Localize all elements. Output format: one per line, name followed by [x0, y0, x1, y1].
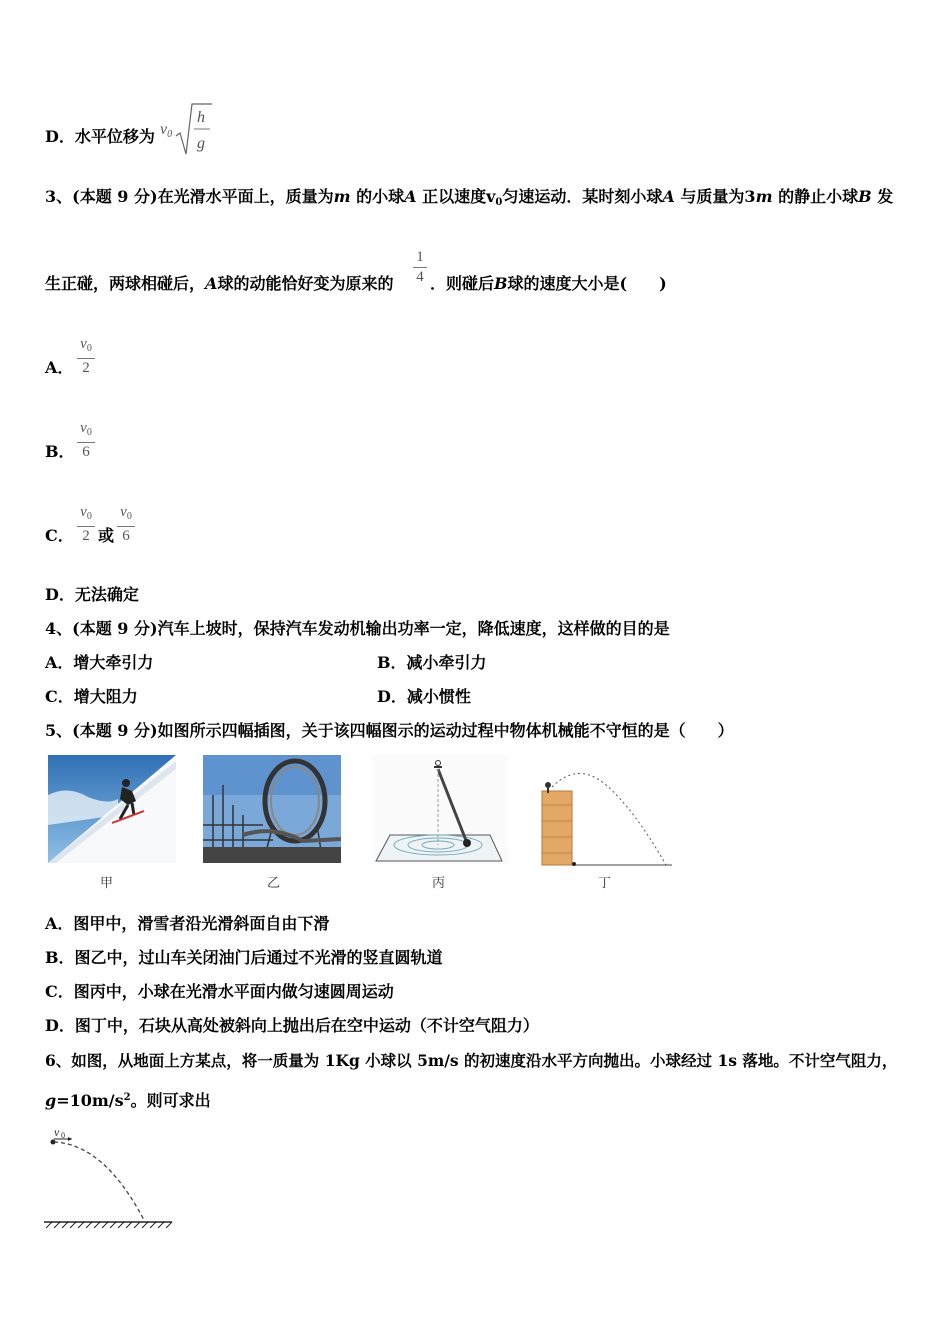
q3-option-d[interactable]: D．无法确定	[45, 585, 139, 604]
figure-skier	[48, 755, 176, 863]
figure-projectile	[538, 765, 672, 869]
svg-text:0: 0	[61, 1131, 65, 1140]
caption-yi: 乙	[267, 876, 281, 891]
q3-option-c-fraction-1: $v_0$ 2	[77, 504, 95, 545]
caption-ding: 丁	[598, 876, 612, 891]
option-label: D．	[45, 127, 75, 146]
q3-option-c-fraction-2: $v_0$ 6	[117, 504, 135, 545]
q4-option-a[interactable]: A．增大牵引力	[45, 653, 154, 672]
q4-option-d[interactable]: D．减小惯性	[377, 687, 471, 706]
caption-jia: 甲	[100, 876, 114, 891]
q4-stem: 4、(本题 9 分)汽车上坡时，保持汽车发动机输出功率一定，降低速度，这样做的目的是	[45, 619, 670, 638]
figure-roller-coaster	[203, 755, 341, 863]
q3-option-a-fraction: $v_0$ 2	[77, 336, 95, 377]
fraction-one-quarter: 1 4	[413, 249, 427, 286]
q3-option-b-label[interactable]: B．	[45, 442, 75, 461]
q3-option-a-label[interactable]: A．	[45, 358, 74, 377]
figure-circular-motion	[372, 755, 508, 865]
q3-stem-line1: 3、(本题 9 分)在光滑水平面上，质量为m 的小球A 正以速度$v_0$匀速运动．某时刻小球A 与质量为3m 的静止小球B 发	[45, 187, 894, 208]
q4-option-b[interactable]: B．减小牵引力	[377, 653, 487, 672]
q3-stem-line2b: ．则碰后B球的速度大小是( )	[430, 274, 667, 293]
q6-stem-line1: 6、如图，从地面上方某点，将一质量为 1Kg 小球以 5m/s 的初速度沿水平方向抛出。小球经过 1s 落地。不计空气阻力，	[45, 1051, 898, 1070]
q5-option-d[interactable]: D．图丁中，石块从高处被斜向上抛出后在空中运动（不计空气阻力）	[45, 1016, 539, 1035]
sqrt-num: h	[197, 109, 205, 126]
q3-stem-line2a: 生正碰，两球相碰后，A球的动能恰好变为原来的	[45, 274, 394, 293]
v0-symbol: $v_0$	[160, 121, 173, 140]
sqrt-den: g	[197, 135, 205, 152]
q5-option-c[interactable]: C．图丙中，小球在光滑水平面内做匀速圆周运动	[45, 982, 394, 1001]
sqrt-h-over-g	[174, 100, 214, 158]
q4-option-c[interactable]: C．增大阻力	[45, 687, 138, 706]
q5-option-a[interactable]: A．图甲中，滑雪者沿光滑斜面自由下滑	[45, 914, 330, 933]
q5-stem: 5、(本题 9 分)如图所示四幅插图，关于该四幅图示的运动过程中物体机械能不守恒的是（ ）	[45, 721, 734, 740]
v0-label: v	[54, 1125, 60, 1139]
q3-option-c-label[interactable]: C．	[45, 526, 74, 545]
q2-option-d	[45, 127, 155, 147]
option-text: 水平位移为	[74, 127, 155, 146]
figure-horizontal-throw	[44, 1122, 176, 1232]
q5-option-b[interactable]: B．图乙中，过山车关闭油门后通过不光滑的竖直圆轨道	[45, 948, 443, 967]
q3-option-c-or: 或	[98, 526, 115, 545]
q6-stem-line2: $g=10m/s^2$。则可求出	[45, 1091, 211, 1110]
caption-bing: 丙	[432, 876, 446, 891]
q3-option-b-fraction: $v_0$ 6	[77, 420, 95, 461]
